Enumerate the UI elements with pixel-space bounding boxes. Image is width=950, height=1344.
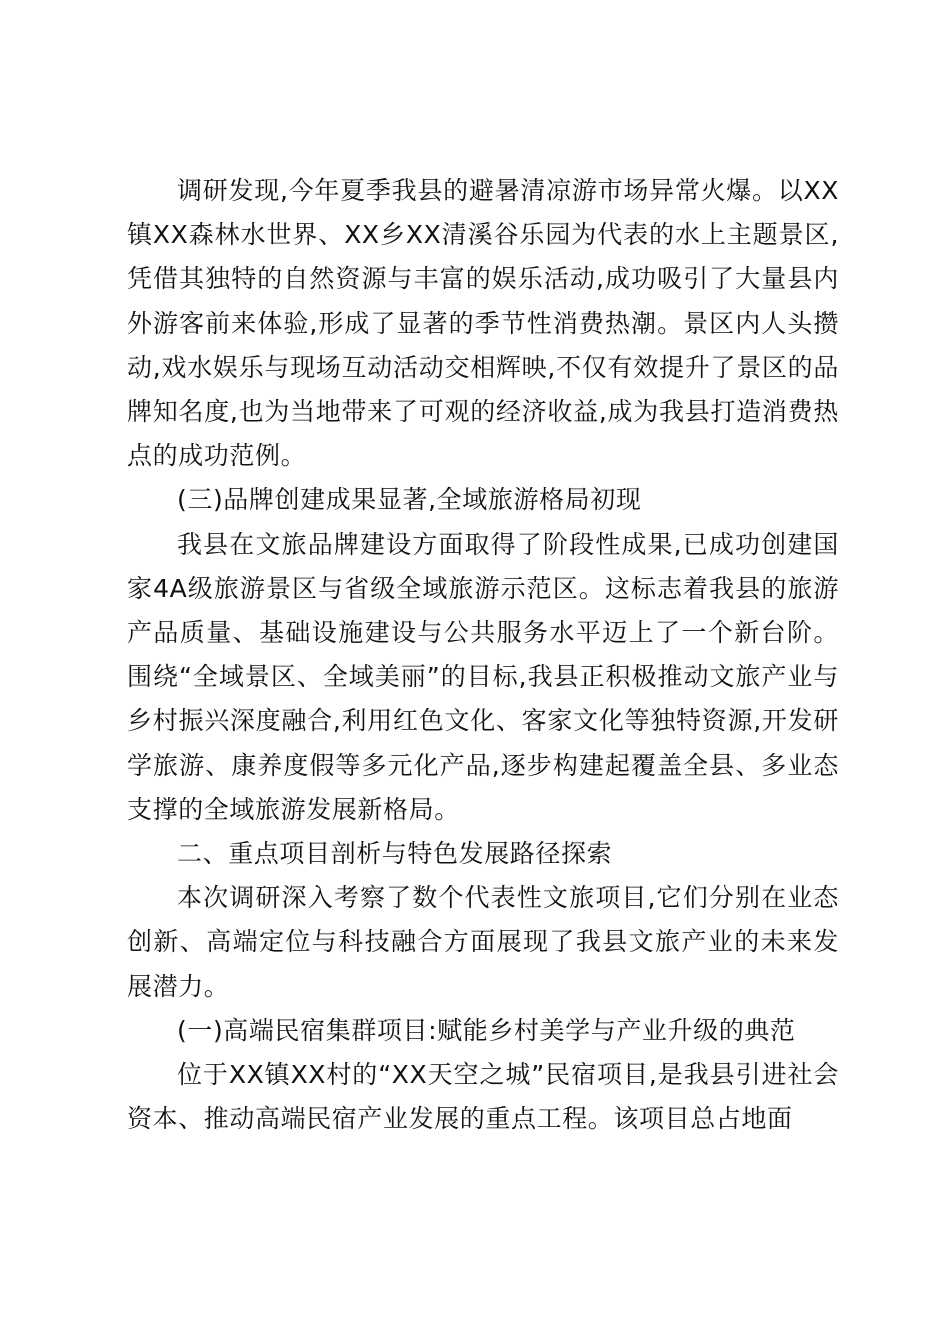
paragraph-brand-building: 我县在文旅品牌建设方面取得了阶段性成果,已成功创建国家4A级旅游景区与省级全域旅游示范区。这标志着我县的旅游产品质量、基础设施建设与公共服务水平迈上了一个新台阶。围绕“全域景区、全域美丽”的目标,我县正积极推动文旅产业与乡村振兴深度融合,利用红色文化、客家文化等独特资源,开发研学旅游、康养度假等多元化产品,逐步构建起覆盖全县、多业态支撑的全域旅游发展新格局。 bbox=[127, 529, 839, 824]
document-body bbox=[127, 169, 839, 1141]
section-heading-key-projects: 二、重点项目剖析与特色发展路径探索 bbox=[177, 839, 613, 869]
paragraph-homestay-project: 位于XX镇XX村的“XX天空之城”民宿项目,是我县引进社会资本、推动高端民宿产业发展的重点工程。该项目总占地面 bbox=[127, 1060, 839, 1134]
section-heading-homestay-cluster: (一)高端民宿集群项目:赋能乡村美学与产业升级的典范 bbox=[177, 1015, 796, 1045]
paragraph-key-projects-intro: 本次调研深入考察了数个代表性文旅项目,它们分别在业态创新、高端定位与科技融合方面展现了我县文旅产业的未来发展潜力。 bbox=[127, 883, 839, 1001]
section-heading-brand-building: (三)品牌创建成果显著,全域旅游格局初现 bbox=[177, 485, 642, 515]
paragraph-summer-tourism: 调研发现,今年夏季我县的避暑清凉游市场异常火爆。以XX镇XX森林水世界、XX乡XX清溪谷乐园为代表的水上主题景区,凭借其独特的自然资源与丰富的娱乐活动,成功吸引了大量县内外游客前来体验,形成了显著的季节性消费热潮。景区内人头攒动,戏水娱乐与现场互动活动交相辉映,不仅有效提升了景区的品牌知名度,也为当地带来了可观的经济收益,成为我县打造消费热点的成功范例。 bbox=[127, 176, 839, 471]
